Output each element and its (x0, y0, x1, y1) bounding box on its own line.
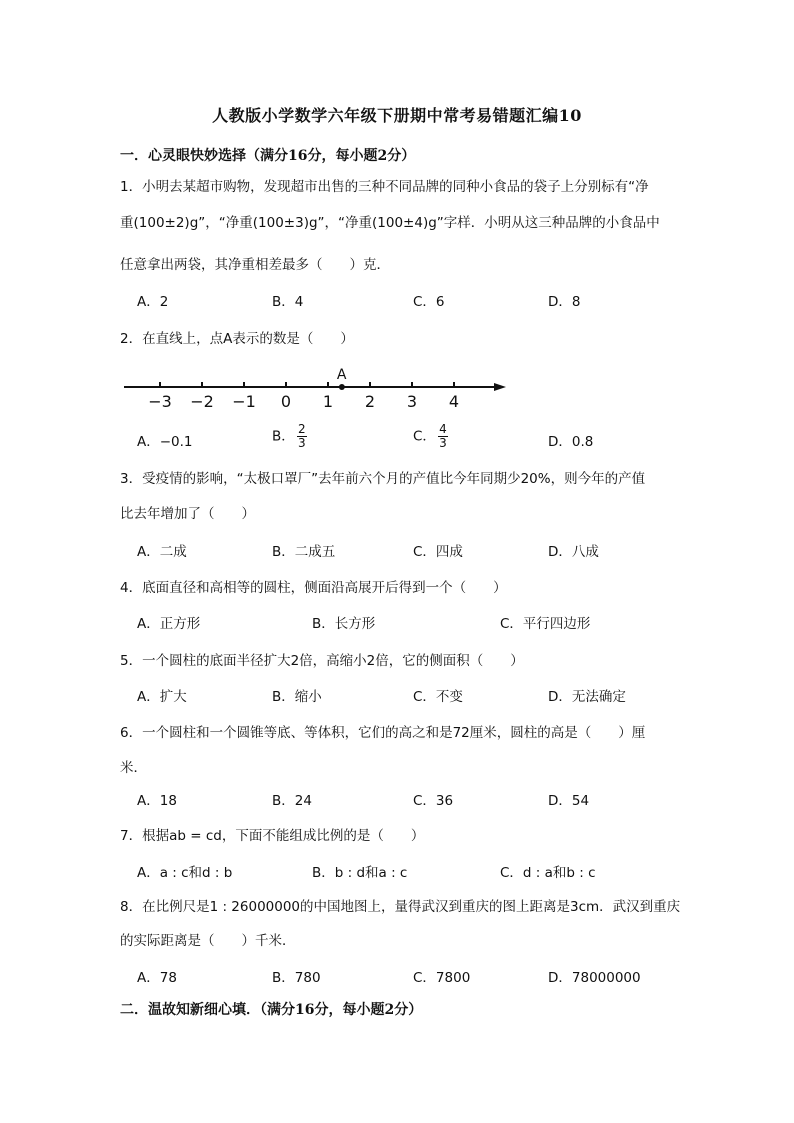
question-4-option-b: B．长方形 (312, 616, 376, 632)
question-2-option-c (413, 423, 448, 450)
question-7-line-1: 7．根据ab = cd，下面不能组成比例的是（ ） (120, 828, 425, 844)
question-3-option-a: A．二成 (137, 544, 187, 560)
question-1-line-3: 任意拿出两袋，其净重相差最多（ ）克． (120, 257, 390, 273)
question-8-option-d: D．78000000 (548, 970, 641, 986)
question-5-option-b: B．缩小 (272, 689, 322, 705)
question-8-option-c: C．7800 (413, 970, 471, 986)
number-line-figure (120, 362, 520, 416)
question-7-option-a: A．a : c和d : b (137, 865, 233, 881)
question-3-option-c: C．四成 (413, 544, 463, 560)
section-heading-fill: 二．温故知新细心填．（满分16分，每小题2分） (120, 1002, 423, 1018)
page-title: 人教版小学数学六年级下册期中常考易错题汇编10 (212, 106, 582, 125)
question-1-line-2: 重(100±2)g”，“净重(100±3)g”，“净重(100±4)g”字样．小明从这三种品牌的小食品中 (120, 215, 660, 231)
section-heading-choice: 一．心灵眼快妙选择（满分16分，每小题2分） (120, 148, 416, 164)
number-line-tick-label: −3 (148, 392, 172, 411)
question-8-line-1: 8．在比例尺是1 : 26000000的中国地图上，量得武汉到重庆的图上距离是3cm．武汉到重庆 (120, 899, 681, 915)
question-4-option-a: A．正方形 (137, 616, 201, 632)
question-2-line-1: 2．在直线上，点A表示的数是（ ） (120, 331, 354, 347)
question-1-option-b: B．4 (272, 294, 304, 310)
question-5-option-d: D．无法确定 (548, 689, 626, 705)
question-5-line-1: 5．一个圆柱的底面半径扩大2倍，高缩小2倍，它的侧面积（ ） (120, 653, 524, 669)
question-1-option-a: A．2 (137, 294, 169, 310)
question-8-option-b: B．780 (272, 970, 321, 986)
question-6-option-a: A．18 (137, 793, 177, 809)
number-line-tick-label: 1 (322, 392, 334, 411)
question-4-option-c: C．平行四边形 (500, 616, 591, 632)
question-7-option-c: C．d : a和b : c (500, 865, 596, 881)
question-6-option-c: C．36 (413, 793, 454, 809)
question-4-line-1: 4．底面直径和高相等的圆柱，侧面沿高展开后得到一个（ ） (120, 580, 507, 596)
question-6-line-1: 6．一个圆柱和一个圆锥等底、等体积，它们的高之和是72厘米，圆柱的高是（ ）厘 (120, 725, 646, 741)
number-line-tick-label: 2 (364, 392, 376, 411)
fraction-two-thirds: $\frac{2}{3}$ (297, 422, 306, 450)
question-6-option-b: B．24 (272, 793, 312, 809)
question-1-option-c: C．6 (413, 294, 445, 310)
fraction-four-thirds: $\frac{4}{3}$ (439, 422, 447, 450)
question-5-option-a: A．扩大 (137, 689, 187, 705)
number-line-arrow-icon (494, 383, 506, 391)
question-2-option-d: D．0.8 (548, 434, 594, 450)
number-line-tick-label: 0 (280, 392, 292, 411)
question-6-line-2: 米． (120, 760, 147, 776)
question-3-option-d: D．八成 (548, 544, 599, 560)
option-b-letter: B． (272, 428, 295, 445)
question-6-option-d: D．54 (548, 793, 590, 809)
question-5-option-c: C．不变 (413, 689, 463, 705)
question-8-line-2: 的实际距离是（ ）千米． (120, 933, 296, 949)
number-line-tick-label: 4 (448, 392, 460, 411)
question-1-option-d: D．8 (548, 294, 581, 310)
question-2-option-b (272, 423, 307, 450)
number-line-tick-label: −1 (232, 392, 256, 411)
option-c-letter: C． (413, 428, 436, 445)
question-8-option-a: A．78 (137, 970, 177, 986)
number-line-tick-label: −2 (190, 392, 214, 411)
point-a-marker (339, 384, 345, 390)
question-7-option-b: B．b : d和a : c (312, 865, 408, 881)
question-2-option-a: A．−0.1 (137, 434, 193, 450)
question-3-line-1: 3．受疫情的影响，“太极口罩厂”去年前六个月的产值比今年同期少20%，则今年的产值 (120, 471, 646, 487)
question-3-option-b: B．二成五 (272, 544, 336, 560)
question-3-line-2: 比去年增加了（ ） (120, 506, 255, 522)
point-a-label: A (336, 367, 347, 383)
question-1-line-1: 1．小明去某超市购物，发现超市出售的三种不同品牌的同种小食品的袋子上分别标有“净 (120, 179, 649, 195)
number-line-tick-label: 3 (406, 392, 418, 411)
